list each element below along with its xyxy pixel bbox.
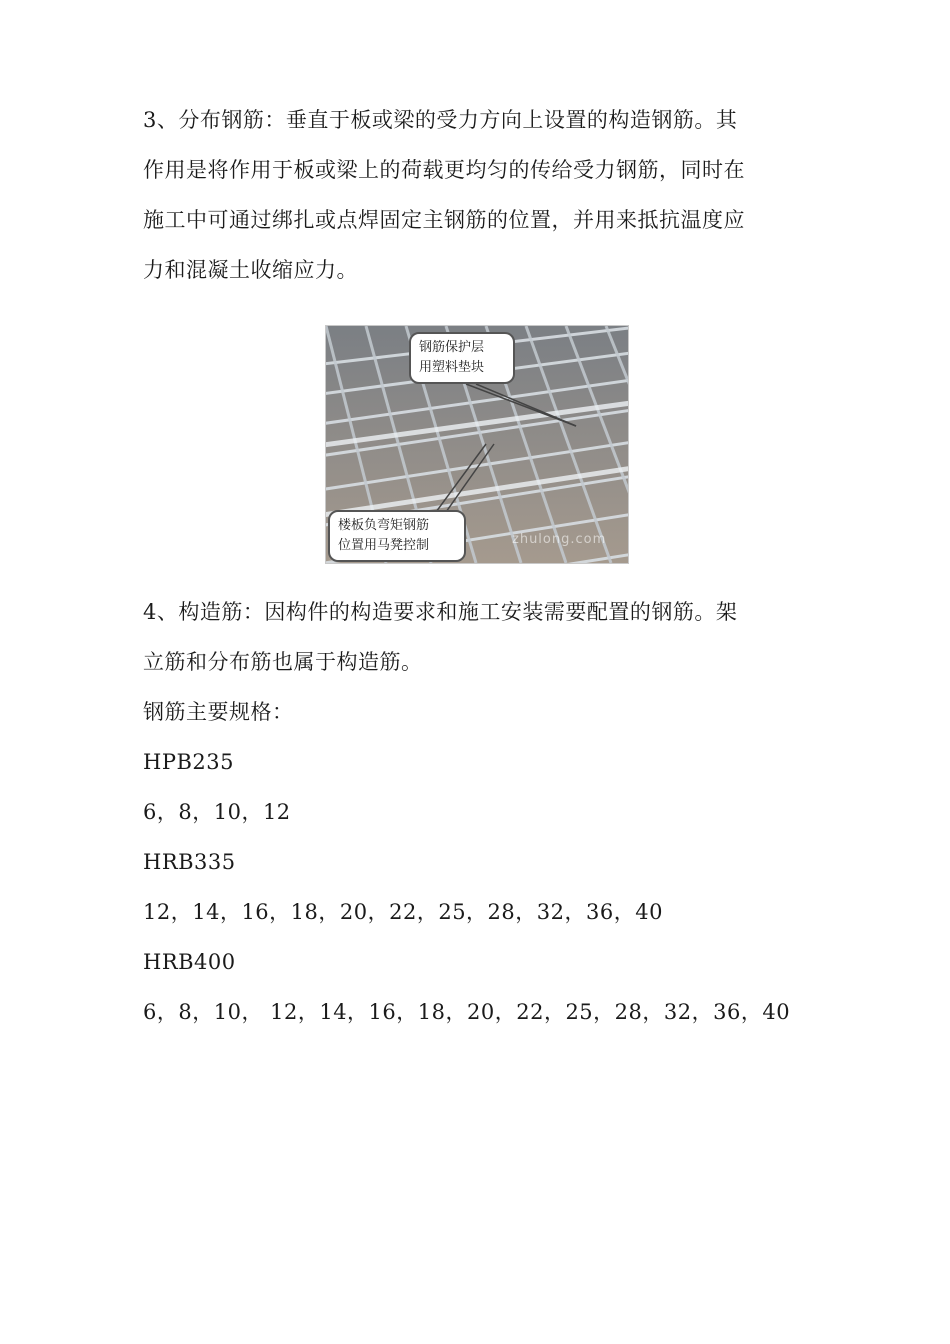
hpb235-sizes: 6，8，10，12 [143,800,291,824]
hrb400-sizes: 6，8，10， 12，14，16，18，20，22，25，28，32，36，40 [143,1000,791,1024]
callout-negative-moment-rebar: 楼板负弯矩钢筋 位置用马凳控制 [328,510,466,562]
paragraph-3-line-3: 施工中可通过绑扎或点焊固定主钢筋的位置，并用来抵抗温度应 [143,208,745,232]
hrb335-sizes: 12，14，16，18，20，22，25，28，32，36，40 [143,900,663,924]
hpb235-grade: HPB235 [143,750,234,774]
rebar-mesh-photo [325,325,629,564]
paragraph-3-line-2: 作用是将作用于板或梁上的荷载更均匀的传给受力钢筋，同时在 [143,158,745,182]
paragraph-3-line-1: 3、分布钢筋：垂直于板或梁的受力方向上设置的构造钢筋。其 [143,108,738,132]
photo-watermark: zhulong.com [512,532,607,547]
specs-heading: 钢筋主要规格： [143,700,294,724]
paragraph-4-line-2: 立筋和分布筋也属于构造筋。 [143,650,423,674]
hrb400-grade: HRB400 [143,950,236,974]
callout-cover-spacer: 钢筋保护层 用塑料垫块 [409,332,515,384]
hrb335-grade: HRB335 [143,850,236,874]
paragraph-3-line-4: 力和混凝土收缩应力。 [143,258,358,282]
paragraph-4-line-1: 4、构造筋：因构件的构造要求和施工安装需要配置的钢筋。架 [143,600,738,624]
